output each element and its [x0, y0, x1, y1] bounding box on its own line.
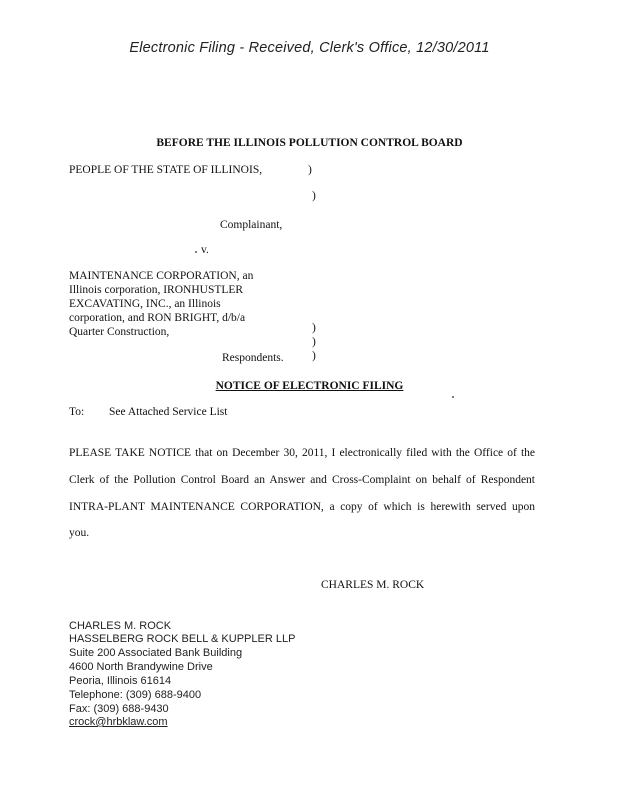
- board-title: BEFORE THE ILLINOIS POLLUTION CONTROL BOARD: [156, 137, 463, 149]
- defendant-line: Illinois corporation, IRONHUSTLER: [69, 284, 244, 296]
- scan-speck: [195, 251, 197, 253]
- city-state-zip: Peoria, Illinois 61614: [69, 675, 172, 687]
- defendant-line: Quarter Construction,: [69, 326, 170, 338]
- respondents-label: Respondents.: [222, 352, 284, 364]
- address-line-2: 4600 North Brandywine Drive: [69, 661, 213, 673]
- email-link[interactable]: crock@hrbklaw.com: [69, 716, 168, 728]
- telephone: Telephone: (309) 688-9400: [69, 689, 202, 701]
- scan-speck: [452, 396, 454, 398]
- plaintiff-name: PEOPLE OF THE STATE OF ILLINOIS,: [69, 164, 263, 176]
- notice-body-line: INTRA-PLANT MAINTENANCE CORPORATION, a copy of which is herewith served upon: [69, 501, 535, 513]
- caption-paren: ): [312, 190, 316, 202]
- notice-body-line: PLEASE TAKE NOTICE that on December 30, 2011, I electronically filed with the Office of the: [69, 447, 535, 459]
- signer-name: CHARLES M. ROCK: [321, 579, 425, 591]
- to-label: To:: [69, 406, 85, 418]
- versus-label: v.: [201, 244, 209, 256]
- caption-paren: ): [312, 336, 316, 348]
- law-firm-name: HASSELBERG ROCK BELL & KUPPLER LLP: [69, 633, 296, 645]
- complainant-label: Complainant,: [220, 219, 283, 231]
- fax: Fax: (309) 688-9430: [69, 703, 169, 715]
- caption-paren: ): [312, 322, 316, 334]
- caption-paren: ): [312, 350, 316, 362]
- attorney-name: CHARLES M. ROCK: [69, 620, 172, 632]
- defendant-line: corporation, and RON BRIGHT, d/b/a: [69, 312, 246, 324]
- notice-body-line: Clerk of the Pollution Control Board an Answer and Cross-Complaint on behalf of Respondent: [69, 474, 535, 486]
- caption-paren: ): [308, 164, 312, 176]
- notice-title: NOTICE OF ELECTRONIC FILING: [215, 380, 404, 392]
- notice-body-line: you.: [69, 527, 90, 539]
- address-line-1: Suite 200 Associated Bank Building: [69, 647, 243, 659]
- defendant-line: EXCAVATING, INC., an Illinois: [69, 298, 221, 310]
- electronic-filing-header: Electronic Filing - Received, Clerk's Office, 12/30/2011: [129, 40, 490, 56]
- defendant-line: MAINTENANCE CORPORATION, an: [69, 270, 254, 282]
- service-list-ref: See Attached Service List: [109, 406, 228, 418]
